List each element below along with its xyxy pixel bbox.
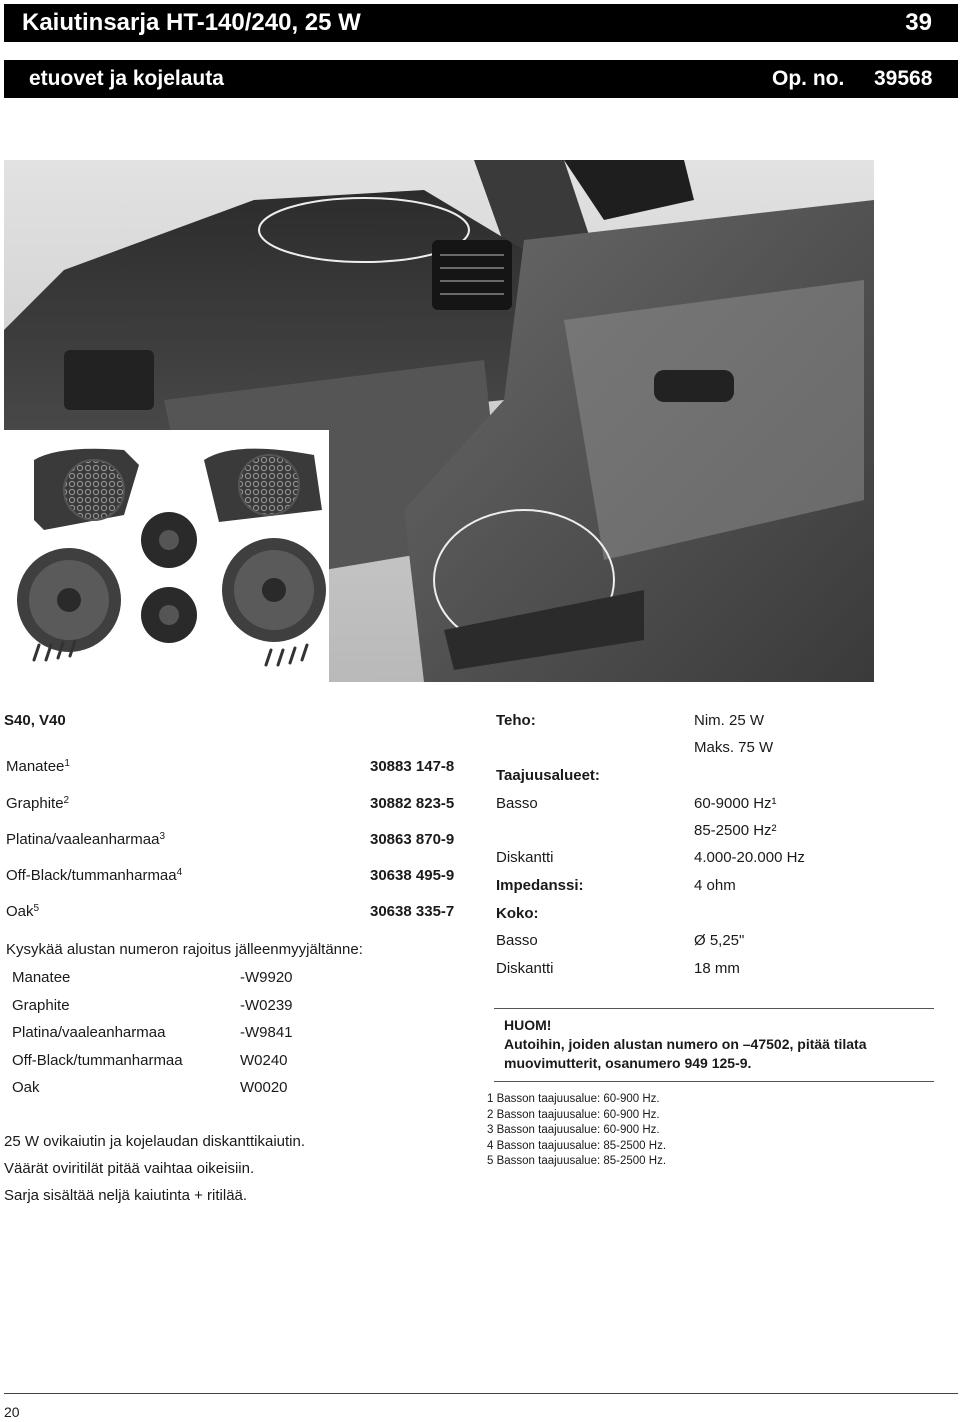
title-bar [4,4,958,42]
subtitle-bar [4,60,958,98]
product-photo [4,160,874,682]
model-label: S40, V40 [4,712,66,729]
footer-page-number: 20 [4,1404,20,1420]
impedance-value: 4 ohm [694,877,736,894]
note-text: Autoihin, joiden alustan numero on –47502, pitää tilata [504,1036,867,1052]
variant-code: 30638 495-9 [370,867,455,884]
variant-code: 30638 335-7 [370,903,455,920]
op-number: 39568 [874,67,933,90]
power-label: Teho: [496,712,536,729]
footnote: 3 Basson taajuusalue: 60-900 Hz. [487,1124,660,1136]
restriction-code: -W9841 [240,1024,293,1041]
size-label: Koko: [496,905,539,922]
restriction-name: Manatee [12,969,71,986]
variant-name: Platina/vaaleanharmaa$^3$ [6,831,165,848]
bass-size-label: Basso [496,932,538,949]
restriction-code: W0020 [240,1079,288,1096]
variant-name: Manatee$^1$ [6,758,70,775]
restriction-code: -W0239 [240,997,293,1014]
variant-name: Off-Black/tummanharmaa$^4$ [6,867,183,884]
variant-name: Oak$^5$ [6,903,40,920]
bass-freq-1: 60-9000 Hz¹ [694,795,777,812]
tweeter-size: 18 mm [694,960,740,977]
power-min: Nim. 25 W [694,712,765,729]
footnote: 5 Basson taajuusalue: 85-2500 Hz. [487,1155,667,1167]
variant-name: Graphite$^2$ [6,795,70,812]
description-line: Sarja sisältää neljä kaiutinta + ritilää. [4,1187,248,1204]
description-line: 25 W ovikaiutin ja kojelaudan diskanttikaiutin. [4,1133,306,1150]
footnote: 2 Basson taajuusalue: 60-900 Hz. [487,1109,660,1121]
tweeter-label: Diskantti [496,849,554,866]
freq-label: Taajuusalueet: [496,767,600,784]
tweeter-size-label: Diskantti [496,960,554,977]
footnote: 1 Basson taajuusalue: 60-900 Hz. [487,1093,660,1105]
restriction-code: -W9920 [240,969,293,986]
tweeter-freq: 4.000-20.000 Hz [694,849,805,866]
page-number: 39 [905,9,932,36]
variant-code: 30882 823-5 [370,795,455,812]
page-title: Kaiutinsarja HT-140/240, 25 W [22,9,361,36]
restriction-name: Oak [12,1079,40,1096]
footer-rule [4,1393,958,1394]
restriction-name: Off-Black/tummanharmaa [12,1052,183,1069]
power-max: Maks. 75 W [694,739,774,756]
note-text: muovimutterit, osanumero 949 125-9. [504,1055,752,1071]
bass-size: Ø 5,25" [694,932,745,949]
restriction-heading: Kysykää alustan numeron rajoitus jälleenmyyjältänne: [6,941,363,958]
restriction-code: W0240 [240,1052,288,1069]
footnote: 4 Basson taajuusalue: 85-2500 Hz. [487,1140,667,1152]
bass-freq-2: 85-2500 Hz² [694,822,777,839]
op-label: Op. no. [772,67,845,90]
note-title: HUOM! [504,1017,552,1033]
variant-code: 30863 870-9 [370,831,455,848]
restriction-name: Graphite [12,997,70,1014]
description-line: Väärät oviritilät pitää vaihtaa oikeisiin. [4,1160,255,1177]
bass-label: Basso [496,795,538,812]
note-box [494,1008,934,1082]
variant-code: 30883 147-8 [370,758,455,775]
subtitle: etuovet ja kojelauta [29,67,224,90]
restriction-name: Platina/vaaleanharmaa [12,1024,166,1041]
impedance-label: Impedanssi: [496,877,584,894]
